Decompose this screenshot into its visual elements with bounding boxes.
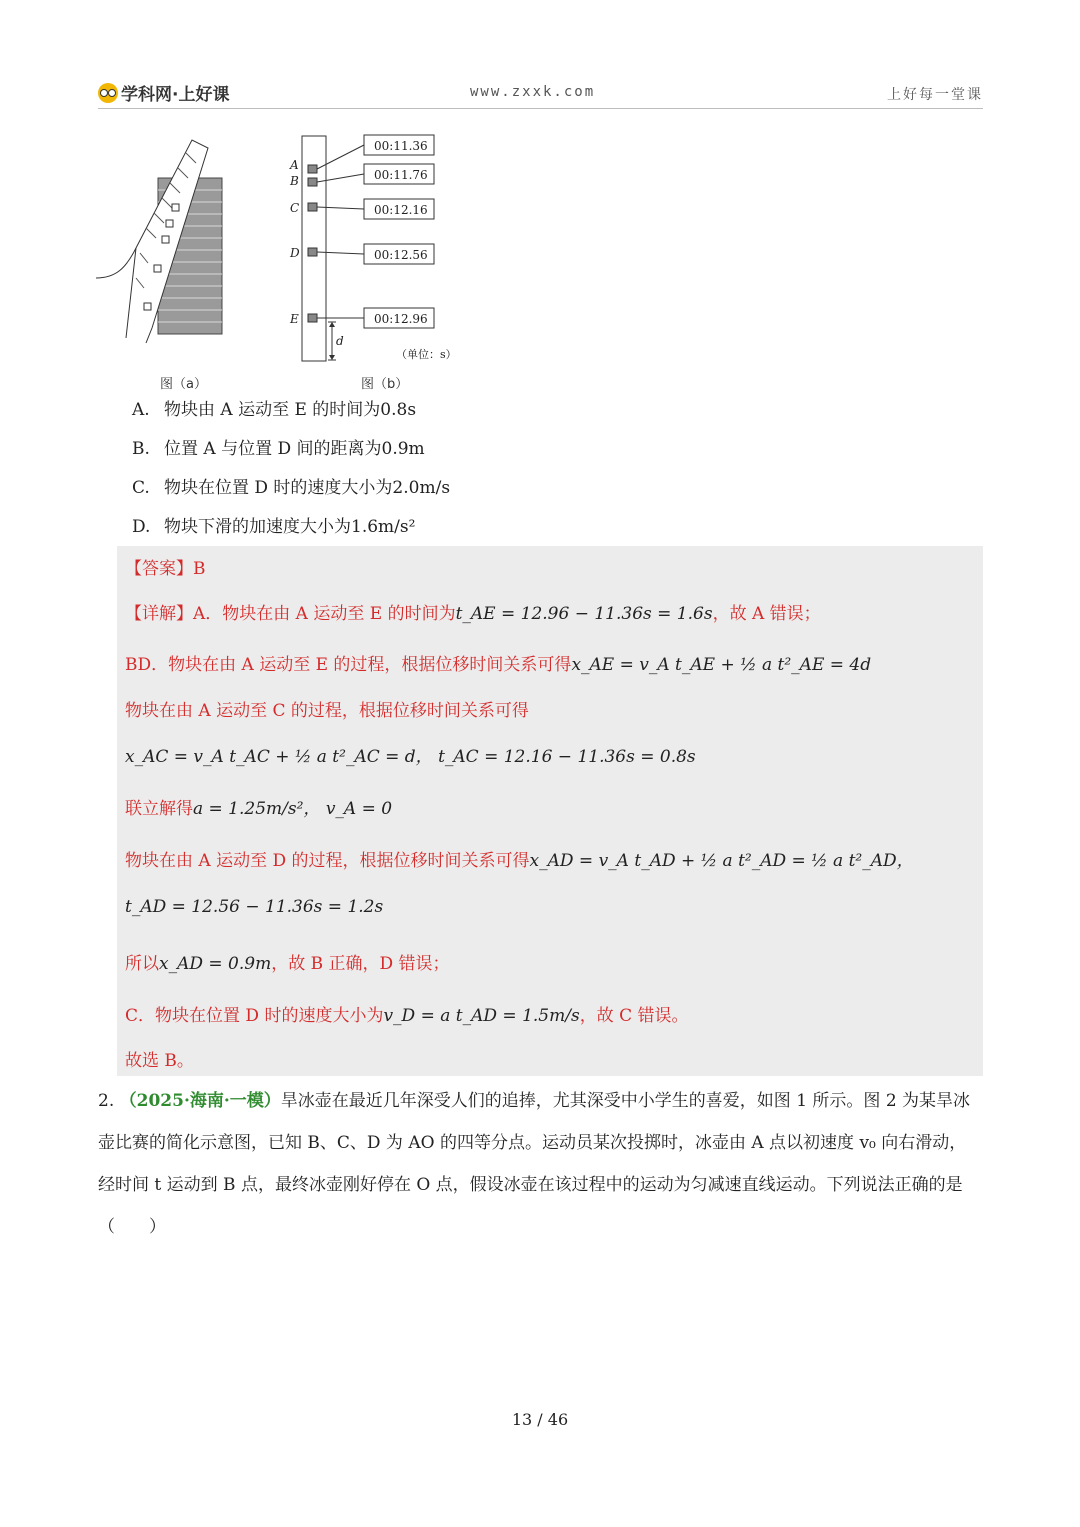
point-label-d: D: [290, 246, 300, 260]
solution-line-8: [125, 949, 450, 974]
formula: t_AE = 12.96 − 11.36s = 1.6s: [455, 604, 713, 624]
point-label-a: A: [290, 158, 299, 172]
timer-a: 00:11.36: [374, 139, 428, 153]
solution-text: 联立解得: [125, 799, 193, 819]
solution-line-6: [125, 846, 914, 871]
question-number: 2.: [98, 1091, 115, 1111]
solution-line-10: [125, 1046, 194, 1071]
solution-line-2: [125, 650, 871, 675]
solution-text: ，故 C 错误。: [579, 1006, 689, 1026]
answer-value: B: [193, 559, 206, 579]
solution-text: 故选 B。: [125, 1051, 194, 1071]
option-a[interactable]: [132, 396, 450, 435]
option-text: 物块下滑的加速度大小为1.6m/s²: [164, 517, 416, 537]
solution-text: ，故 A 错误；: [712, 604, 821, 624]
point-label-c: C: [290, 201, 300, 215]
formula: x_AE = v_A t_AE + ½ a t²_AE = 4d: [571, 655, 872, 675]
solution-text: 物块在由 A 运动至 C 的过程，根据位移时间关系可得: [125, 701, 529, 721]
site-logo[interactable]: [98, 80, 229, 105]
solution-line-5: [125, 794, 392, 819]
option-text: 物块由 A 运动至 E 的时间为0.8s: [164, 400, 417, 420]
solution-panel: [117, 546, 983, 1076]
question-source: （2025·海南·一模）: [119, 1091, 281, 1111]
point-label-e: E: [290, 312, 299, 326]
question-2: [98, 1080, 983, 1248]
answer-line: [125, 554, 206, 579]
site-url[interactable]: www.zxxk.com: [470, 84, 596, 100]
timer-c: 00:12.16: [374, 203, 428, 217]
formula: a = 1.25m/s²， v_A = 0: [193, 799, 393, 819]
formula: x_AD = 0.9m: [159, 954, 272, 974]
solution-text: C．物块在位置 D 时的速度大小为: [125, 1006, 384, 1026]
unit-note: （单位：s）: [396, 348, 457, 361]
caption-b: 图（b）: [361, 377, 409, 392]
solution-text: 所以: [125, 954, 159, 974]
option-key: A.: [132, 400, 150, 420]
logo-text: 学科网·上好课: [121, 85, 230, 105]
distance-label: d: [336, 334, 344, 348]
formula: v_D = a t_AD = 1.5m/s: [383, 1006, 580, 1026]
option-c[interactable]: [132, 474, 450, 513]
question-text: 旱冰壶在最近几年深受人们的追捧，尤其深受中小学生的喜爱，如图 1 所示。图 2 为某旱冰壶比赛的简化示意图，已知 B、C、D 为 AO 的四等分点。运动员某次投掷时，冰壶由 A 点以初速度 v₀ 向右滑动，经时间 t 运动到 B 点，最终冰壶刚好停在 O 点，假设冰壶在该过程中的运动为匀减速直线运动。下列说法正确的是（ ）: [98, 1091, 971, 1237]
timer-e: 00:12.96: [374, 312, 428, 326]
physics-figure: [96, 128, 476, 393]
solution-text: BD．物块在由 A 运动至 E 的过程，根据位移时间关系可得: [125, 655, 572, 675]
option-key: D.: [132, 517, 151, 537]
point-label-b: B: [290, 174, 299, 188]
page-header: [98, 78, 983, 109]
timer-d: 00:12.56: [374, 248, 428, 262]
answer-options: [132, 396, 450, 552]
option-text: 位置 A 与位置 D 间的距离为0.9m: [164, 439, 425, 459]
option-text: 物块在位置 D 时的速度大小为2.0m/s: [164, 478, 451, 498]
owl-logo-icon: [98, 83, 118, 103]
formula: x_AC = v_A t_AC + ½ a t²_AC = d， t_AC = 12.16 − 11.36s = 0.8s: [125, 747, 696, 767]
solution-line-3: [125, 696, 529, 721]
option-key: B.: [132, 439, 150, 459]
solution-line-1: [125, 599, 821, 624]
solution-line-4: [125, 742, 696, 767]
solution-line-9: [125, 1001, 689, 1026]
page-number: 13 / 46: [511, 1410, 569, 1429]
solution-text: 物块在由 A 运动至 D 的过程，根据位移时间关系可得: [125, 851, 530, 871]
answer-label: 【答案】: [125, 559, 193, 579]
figure-staircase-and-timer: [96, 128, 476, 393]
figure-b-timer-strip: [289, 135, 457, 361]
solution-text: ，故 B 正确，D 错误；: [271, 954, 450, 974]
option-key: C.: [132, 478, 150, 498]
option-b[interactable]: [132, 435, 450, 474]
caption-a: 图（a）: [160, 377, 207, 392]
timer-b: 00:11.76: [374, 168, 428, 182]
formula: x_AD = v_A t_AD + ½ a t²_AD = ½ a t²_AD，: [529, 851, 914, 871]
detail-label: 【详解】: [125, 604, 193, 624]
formula: t_AD = 12.56 − 11.36s = 1.2s: [125, 897, 384, 917]
header-slogan: 上好每一堂课: [887, 87, 983, 103]
figure-a-staircase: [96, 140, 222, 343]
solution-text: A．物块在由 A 运动至 E 的时间为: [193, 604, 456, 624]
solution-line-7: [125, 897, 383, 917]
